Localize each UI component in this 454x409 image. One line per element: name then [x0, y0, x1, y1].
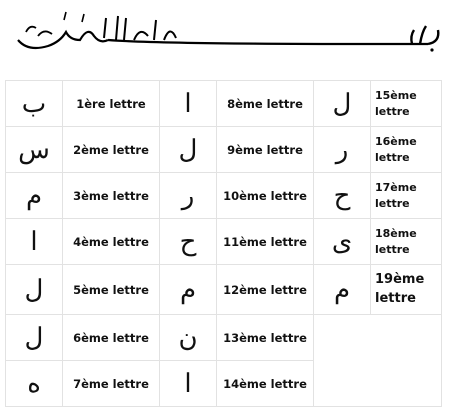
letter-label: 8ème lettre — [217, 81, 314, 127]
arabic-letter: ل — [160, 127, 217, 173]
arabic-letter: م — [6, 173, 63, 219]
letter-label: 12ème lettre — [217, 265, 314, 315]
basmala-calligraphy — [8, 6, 448, 58]
empty-cell — [314, 315, 442, 407]
letter-label: 3ème lettre — [63, 173, 160, 219]
letter-label: 7ème lettre — [63, 361, 160, 407]
arabic-letter: م — [160, 265, 217, 315]
letters-table — [5, 80, 442, 407]
table-row — [6, 173, 442, 219]
letter-label: 18ème lettre — [371, 219, 442, 265]
arabic-letter: ح — [314, 173, 371, 219]
arabic-letter: ا — [160, 361, 217, 407]
letter-label: 15ème lettre — [371, 81, 442, 127]
table-row — [6, 265, 442, 315]
arabic-letter: ى — [314, 219, 371, 265]
arabic-letter: ل — [6, 315, 63, 361]
arabic-letter: ن — [160, 315, 217, 361]
arabic-letter: س — [6, 127, 63, 173]
arabic-letter: ا — [6, 219, 63, 265]
letter-label: 10ème lettre — [217, 173, 314, 219]
arabic-letter: ا — [160, 81, 217, 127]
table-row — [6, 315, 442, 361]
letter-label: 11ème lettre — [217, 219, 314, 265]
letter-label: 5ème lettre — [63, 265, 160, 315]
letter-label: 6ème lettre — [63, 315, 160, 361]
table-row — [6, 81, 442, 127]
table-row — [6, 127, 442, 173]
letter-label: 14ème lettre — [217, 361, 314, 407]
basmala-graphic — [8, 6, 448, 58]
letter-label: 19ème lettre — [371, 265, 442, 315]
arabic-letter: ر — [160, 173, 217, 219]
arabic-letter: ح — [160, 219, 217, 265]
letter-label: 17ème lettre — [371, 173, 442, 219]
arabic-letter: ر — [314, 127, 371, 173]
arabic-letter: م — [314, 265, 371, 315]
arabic-letter: ل — [6, 265, 63, 315]
letter-label: 9ème lettre — [217, 127, 314, 173]
letter-label: 2ème lettre — [63, 127, 160, 173]
letter-label: 4ème lettre — [63, 219, 160, 265]
arabic-letter: ه — [6, 361, 63, 407]
letter-label: 16ème lettre — [371, 127, 442, 173]
arabic-letter: ب — [6, 81, 63, 127]
table-row — [6, 219, 442, 265]
letter-label: 1ère lettre — [63, 81, 160, 127]
letter-label: 13ème lettre — [217, 315, 314, 361]
arabic-letter: ل — [314, 81, 371, 127]
